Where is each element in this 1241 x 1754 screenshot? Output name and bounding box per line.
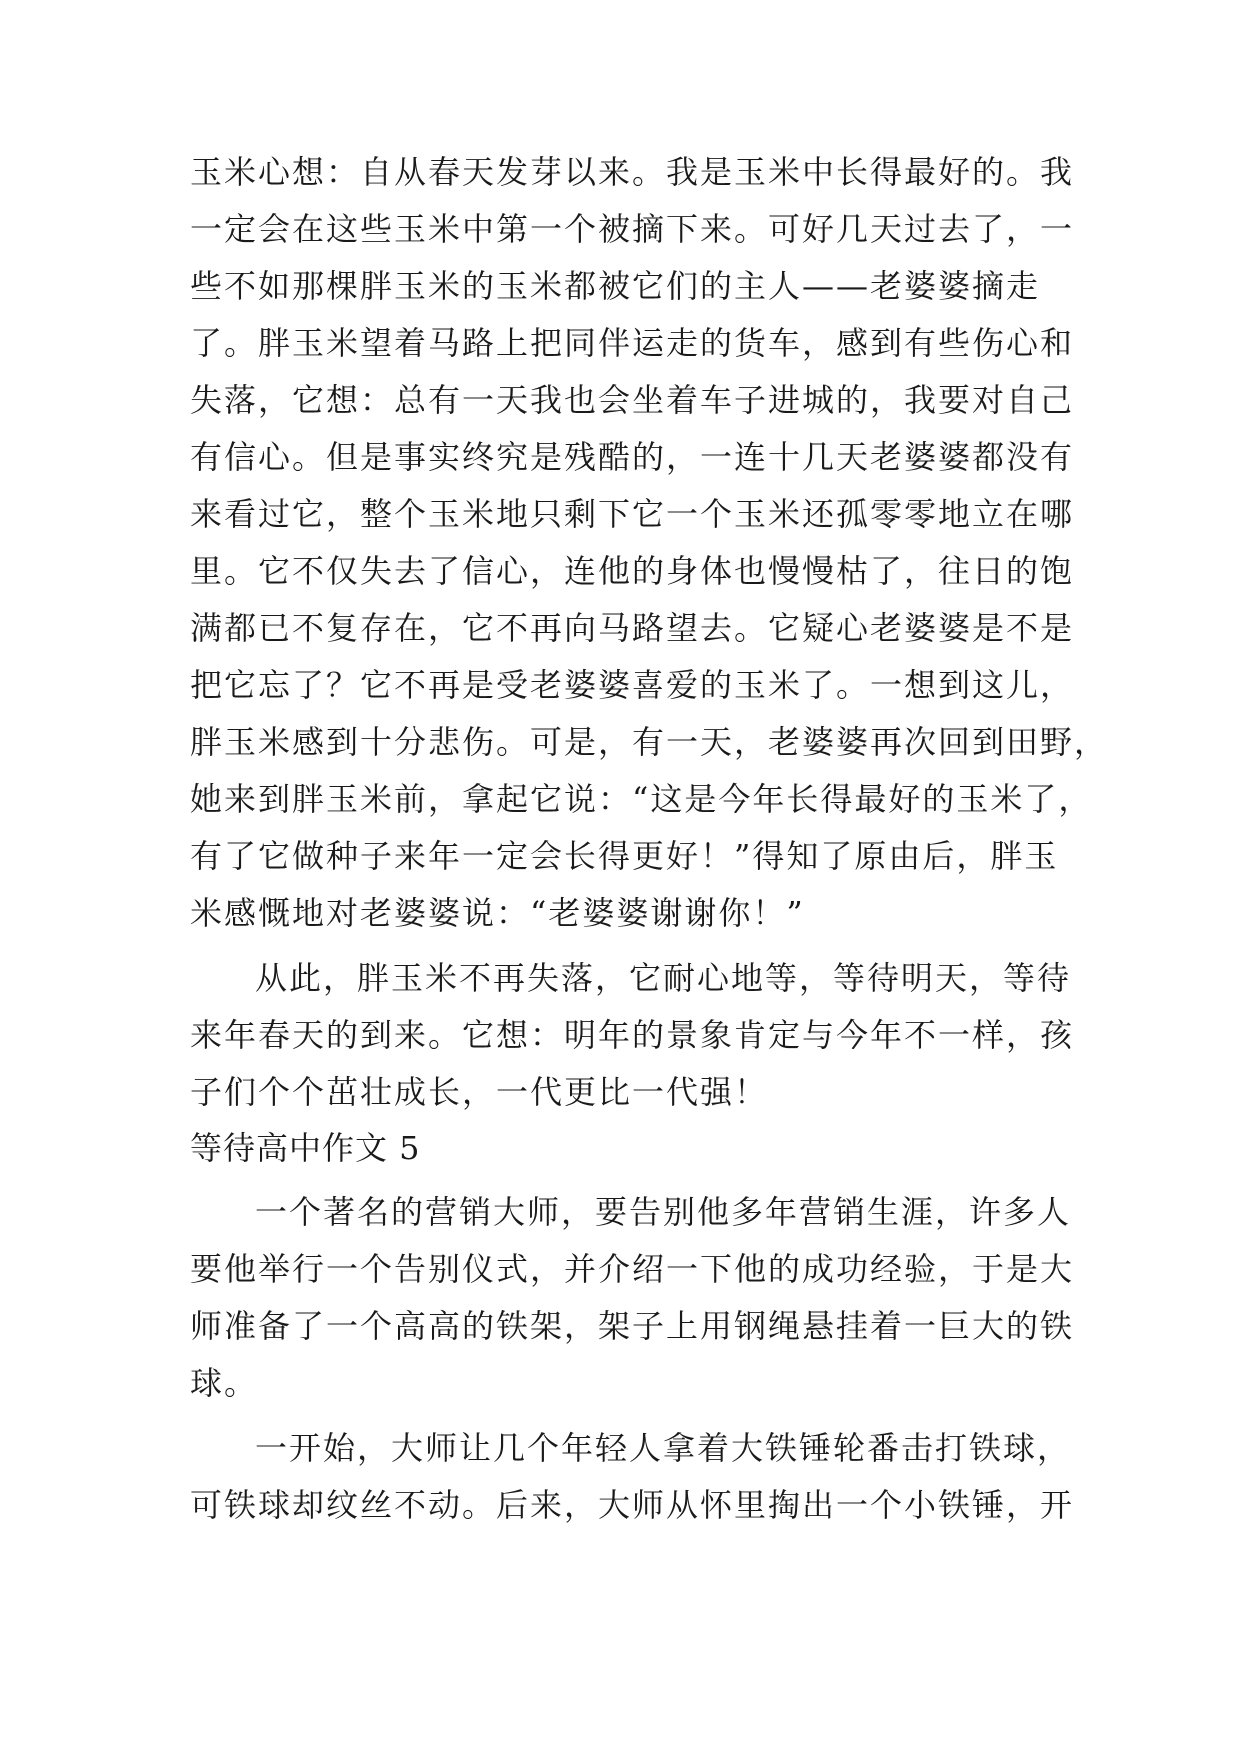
text-line: 要他举行一个告别仪式，并介绍一下他的成功经验，于是大 <box>190 1250 1075 1288</box>
text-line: 里。它不仅失去了信心，连他的身体也慢慢枯了，往日的饱 <box>190 552 1075 590</box>
text-line: 有信心。但是事实终究是残酷的，一连十几天老婆婆都没有 <box>190 438 1075 476</box>
text-line: 一定会在这些玉米中第一个被摘下来。可好几天过去了，一 <box>190 210 1075 248</box>
text-line: 一个著名的营销大师，要告别他多年营销生涯，许多人 <box>255 1193 1072 1231</box>
text-line: 一开始，大师让几个年轻人拿着大铁锤轮番击打铁球， <box>255 1429 1072 1467</box>
text-line: 胖玉米感到十分悲伤。可是，有一天，老婆婆再次回到田野， <box>190 723 1109 761</box>
text-line: 把它忘了？它不再是受老婆婆喜爱的玉米了。一想到这儿， <box>190 666 1075 704</box>
text-line: 来看过它，整个玉米地只剩下它一个玉米还孤零零地立在哪 <box>190 495 1075 533</box>
text-line: 了。胖玉米望着马路上把同伴运走的货车，感到有些伤心和 <box>190 324 1075 362</box>
text-line: 来年春天的到来。它想：明年的景象肯定与今年不一样，孩 <box>190 1016 1075 1054</box>
text-line: 球。 <box>190 1364 259 1402</box>
text-line: 有了它做种子来年一定会长得更好！”得知了原由后，胖玉 <box>190 837 1059 875</box>
text-line: 些不如那棵胖玉米的玉米都被它们的主人——老婆婆摘走 <box>190 267 1041 305</box>
text-line: 可铁球却纹丝不动。后来，大师从怀里掏出一个小铁锤，开 <box>190 1486 1075 1524</box>
text-line: 从此，胖玉米不再失落，它耐心地等，等待明天，等待 <box>255 959 1072 997</box>
text-line: 她来到胖玉米前，拿起它说：“这是今年长得最好的玉米了， <box>190 780 1093 818</box>
text-line: 子们个个茁壮成长，一代更比一代强！ <box>190 1073 769 1111</box>
section-heading: 等待高中作文 5 <box>190 1129 421 1167</box>
text-line: 米感慨地对老婆婆说：“老婆婆谢谢你！” <box>190 894 805 932</box>
text-line: 满都已不复存在，它不再向马路望去。它疑心老婆婆是不是 <box>190 609 1075 647</box>
text-line: 玉米心想：自从春天发芽以来。我是玉米中长得最好的。我 <box>190 153 1075 191</box>
text-line: 师准备了一个高高的铁架，架子上用钢绳悬挂着一巨大的铁 <box>190 1307 1075 1345</box>
text-line: 失落，它想：总有一天我也会坐着车子进城的，我要对自己 <box>190 381 1075 419</box>
